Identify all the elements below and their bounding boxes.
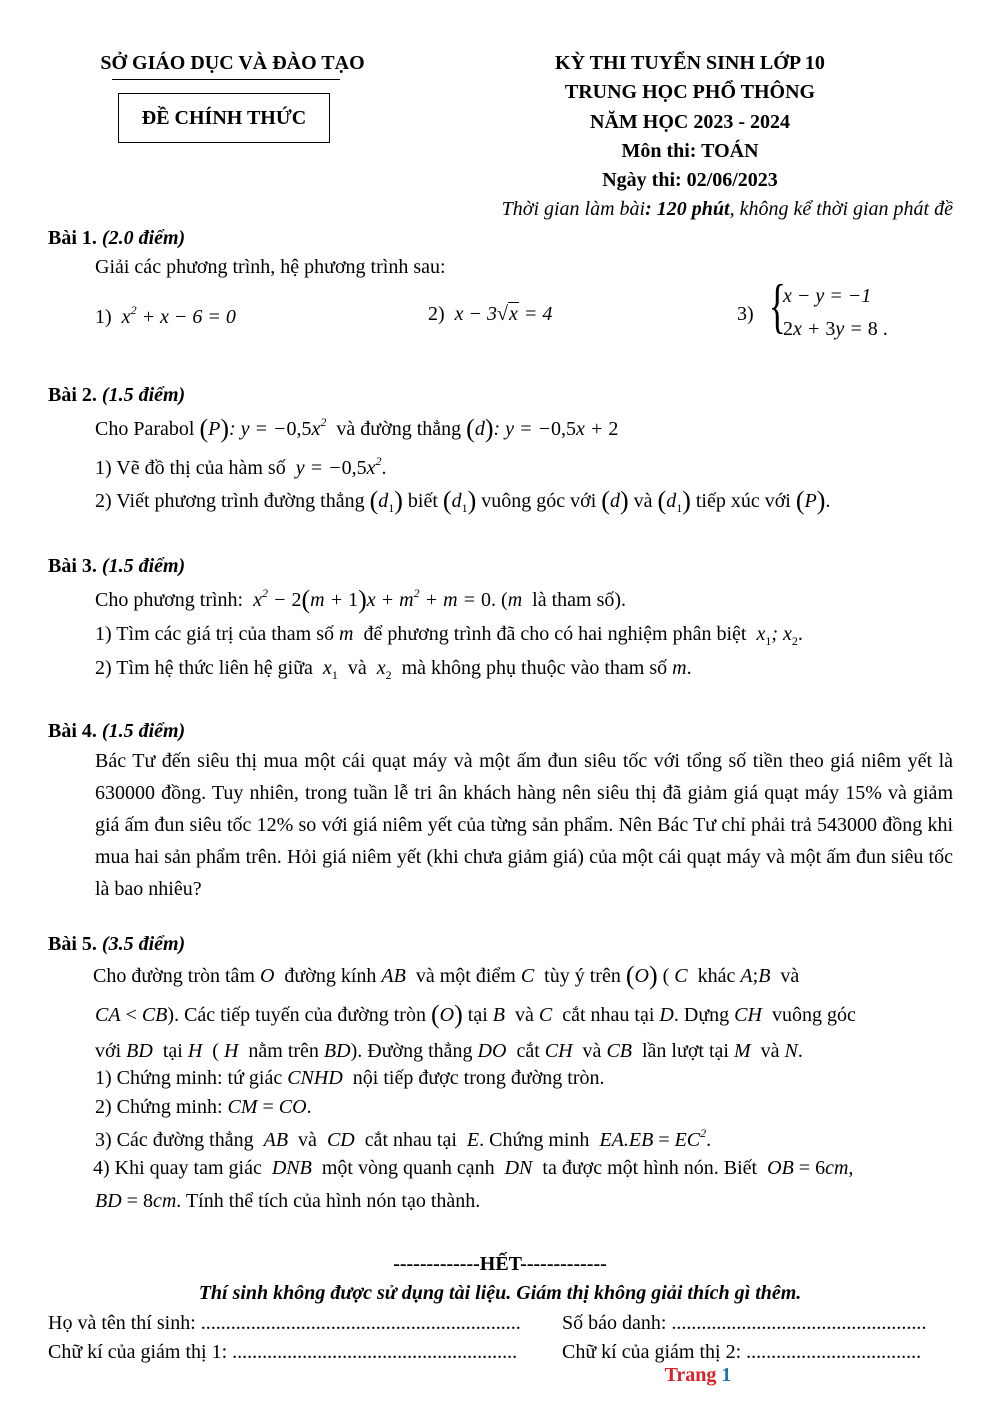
end-mark: -------------HẾT------------- [393,1253,607,1275]
department-name: SỞ GIÁO DỤC VÀ ĐÀO TẠO [100,52,365,74]
exam-title-2: TRUNG HỌC PHỔ THÔNG [564,81,816,103]
bai3-intro-text-c: là tham số). [532,589,627,611]
bai1-system-eq2: 2x + 3y = 8 . [783,318,888,340]
bai3-points: (1.5 điểm) [101,555,186,577]
bai5-q2: 2) Chứng minh: CM = CO. [95,1096,312,1118]
bai1-eq2: 2) x − 3√x = 4 [428,303,553,325]
bai3-intro-text-b: . ( [491,589,508,611]
bai2-q1-text: 1) Vẽ đồ thị của hàm số [95,457,286,479]
header-underline [112,79,340,80]
exam-note: Thí sinh không được sử dụng tài liệu. Giám thị không giải thích gì thêm. [198,1282,802,1304]
bai3-q2-text-a: 2) Tìm hệ thức liên hệ giữa [95,657,313,679]
page-word: Trang [664,1364,717,1386]
bai3-label: Bài 3. [48,555,97,577]
bai5-intro-line2: CA < CB). Các tiếp tuyến của đường tròn (O) tại B và C cắt nhau tại D. Dựng CH vuông góc [95,1000,856,1029]
bai2-q2: 2) Viết phương trình đường thẳng $(d_1)$ biết $(d_1)$ vuông góc với (d) và $(d_1)$ tiếp xúc với (P). [95,486,831,515]
bai1-label: Bài 1. [48,227,97,249]
bai3-q2: 2) Tìm hệ thức liên hệ giữa $x_1$ và $x_2$ mà không phụ thuộc vào tham số m. [95,657,692,682]
bai5-q3: 3) Các đường thẳng AB và CD cắt nhau tại E. Chứng minh $EA.EB = EC^2$. [95,1126,712,1151]
bai1-eq1-number: 1) [95,306,112,328]
bai5-intro-line1: Cho đường tròn tâm O đường kính AB và một điểm C tùy ý trên (O) ( C khác A;B và [93,961,800,990]
candidate-number-field: Số báo danh: ................................................... [562,1312,927,1334]
bai1-heading [48,227,185,250]
duration-prefix: Thời gian làm bài [501,198,646,220]
bai5-q2-text: 2) Chứng minh: [95,1096,223,1118]
bai5-q3-text-b: và [298,1129,317,1151]
bai2-q2-text-b: biết [407,490,438,512]
bai5-q4-text-a: 4) Khi quay tam giác [93,1157,262,1179]
bai2-q2-text-d: và [633,490,653,512]
bai5-q4-text-d: . Tính thể tích của hình nón tạo thành. [176,1190,481,1212]
supervisor2-signature-field: Chữ kí của giám thị 2: ................................... [562,1341,922,1363]
bai3-q2-text-b: và [347,657,367,679]
exam-subject: Môn thi: TOÁN [621,140,759,162]
bai5-heading [48,933,185,956]
exam-date: Ngày thi: 02/06/2023 [602,169,778,191]
bai2-heading [48,384,185,407]
bai3-intro: Cho phương trình: $x^2 - 2(m + 1)x + m^2 + m = 0$. (m là tham số). [95,585,627,614]
official-stamp [118,93,330,143]
duration-suffix: , không kể thời gian phát đề [729,198,953,220]
school-year: NĂM HỌC 2023 - 2024 [590,111,790,133]
bai5-q3-text-d: . Chứng minh [479,1129,590,1151]
page-num: 1 [721,1364,732,1386]
bai5-q4-text-b: một vòng quanh cạnh [321,1157,495,1179]
bai1-eq1: 1) $x^2 + x - 6 = 0$ [95,303,236,328]
bai2-intro-text-b: và đường thẳng [336,418,462,440]
bai4-label: Bài 4. [48,720,97,742]
bai5-intro-line3: với BD tại H ( H nằm trên BD). Đường thẳng DO cắt CH và CB lần lượt tại M và N. [95,1040,803,1062]
bai5-q3-text-a: 3) Các đường thẳng [95,1129,254,1151]
exam-title-1: KỲ THI TUYỂN SINH LỚP 10 [555,52,825,74]
candidate-name-field: Họ và tên thí sinh: ................................................................ [48,1312,521,1334]
exam-duration [502,198,953,221]
bai2-q1: 1) Vẽ đồ thị của hàm số $y = -0,5x^2$. [95,454,387,479]
bai4-text: Bác Tư đến siêu thị mua một cái quạt máy và một ấm đun siêu tốc với tổng số tiền theo giá niêm yết là 630000 đồng. Tuy nhiên, trong tuần lễ tri ân khách hàng nên siêu thị đã giảm giá quạt máy 15% và giảm giá ấm đun siêu tốc 12% so với giá niêm yết của từng sản phẩm. Nên Bác Tư chỉ phải trả 543000 đồng khi mua hai sản phẩm trên. Hỏi giá niêm yết (khi chưa giảm giá) của một cái quạt máy và một ấm đun siêu tốc là bao nhiêu? [95,750,953,900]
bai3-q1-text-b: để phương trình đã cho có hai nghiệm phân biệt [363,623,747,645]
bai3-q1-text-a: 1) Tìm các giá trị của tham số [95,623,334,645]
bai3-intro-text-a: Cho phương trình: [95,589,244,611]
bai3-q2-text-c: mà không phụ thuộc vào tham số [401,657,668,679]
official-stamp-text: ĐỀ CHÍNH THỨC [141,106,307,129]
bai2-label: Bài 2. [48,384,97,406]
bai5-q4-line1: 4) Khi quay tam giác DNB một vòng quanh cạnh DN ta được một hình nón. Biết OB = 6cm, [93,1157,854,1179]
bai5-q4-text-c: ta được một hình nón. Biết [542,1157,758,1179]
bai2-q2-text-c: vuông góc với [481,490,597,512]
bai2-q2-text-a: 2) Viết phương trình đường thẳng [95,490,365,512]
bai1-system-eq1: x − y = −1 [783,285,872,307]
bai5-q3-text-c: cắt nhau tại [364,1129,457,1151]
supervisor1-signature-field: Chữ kí của giám thị 1: ......................................................... [48,1341,518,1363]
bai2-intro: Cho Parabol (P): $y = -0,5x^2$ và đường thẳng (d): y = −0,5x + 2 [95,414,619,443]
bai2-intro-text-a: Cho Parabol [95,418,195,440]
bai4-heading [48,720,185,743]
duration-value: : 120 phút [645,198,730,220]
bai5-label: Bài 5. [48,933,97,955]
bai4-points: (1.5 điểm) [101,720,186,742]
bai1-points: (2.0 điểm) [101,227,186,249]
bai5-points: (3.5 điểm) [101,933,186,955]
bai2-q2-text-e: tiếp xúc với [695,490,791,512]
bai5-q1-text-a: 1) Chứng minh: tứ giác [95,1067,283,1089]
bai1-system-brace: { [768,273,787,339]
bai1-eq3-number: 3) [737,303,754,325]
bai3-heading [48,555,185,578]
bai5-q4-line2: BD = 8cm. Tính thể tích của hình nón tạo thành. [95,1190,481,1212]
bai5-q1: 1) Chứng minh: tứ giác CNHD nội tiếp được trong đường tròn. [95,1067,605,1089]
bai3-q1: 1) Tìm các giá trị của tham số m để phương trình đã cho có hai nghiệm phân biệt $x_1$; $x_2$. [95,623,803,648]
page-number [0,1364,1000,1387]
bai2-points: (1.5 điểm) [101,384,186,406]
bai5-q1-text-b: nội tiếp được trong đường tròn. [352,1067,605,1089]
bai1-intro: Giải các phương trình, hệ phương trình sau: [95,256,446,278]
bai1-eq2-number: 2) [428,303,445,325]
